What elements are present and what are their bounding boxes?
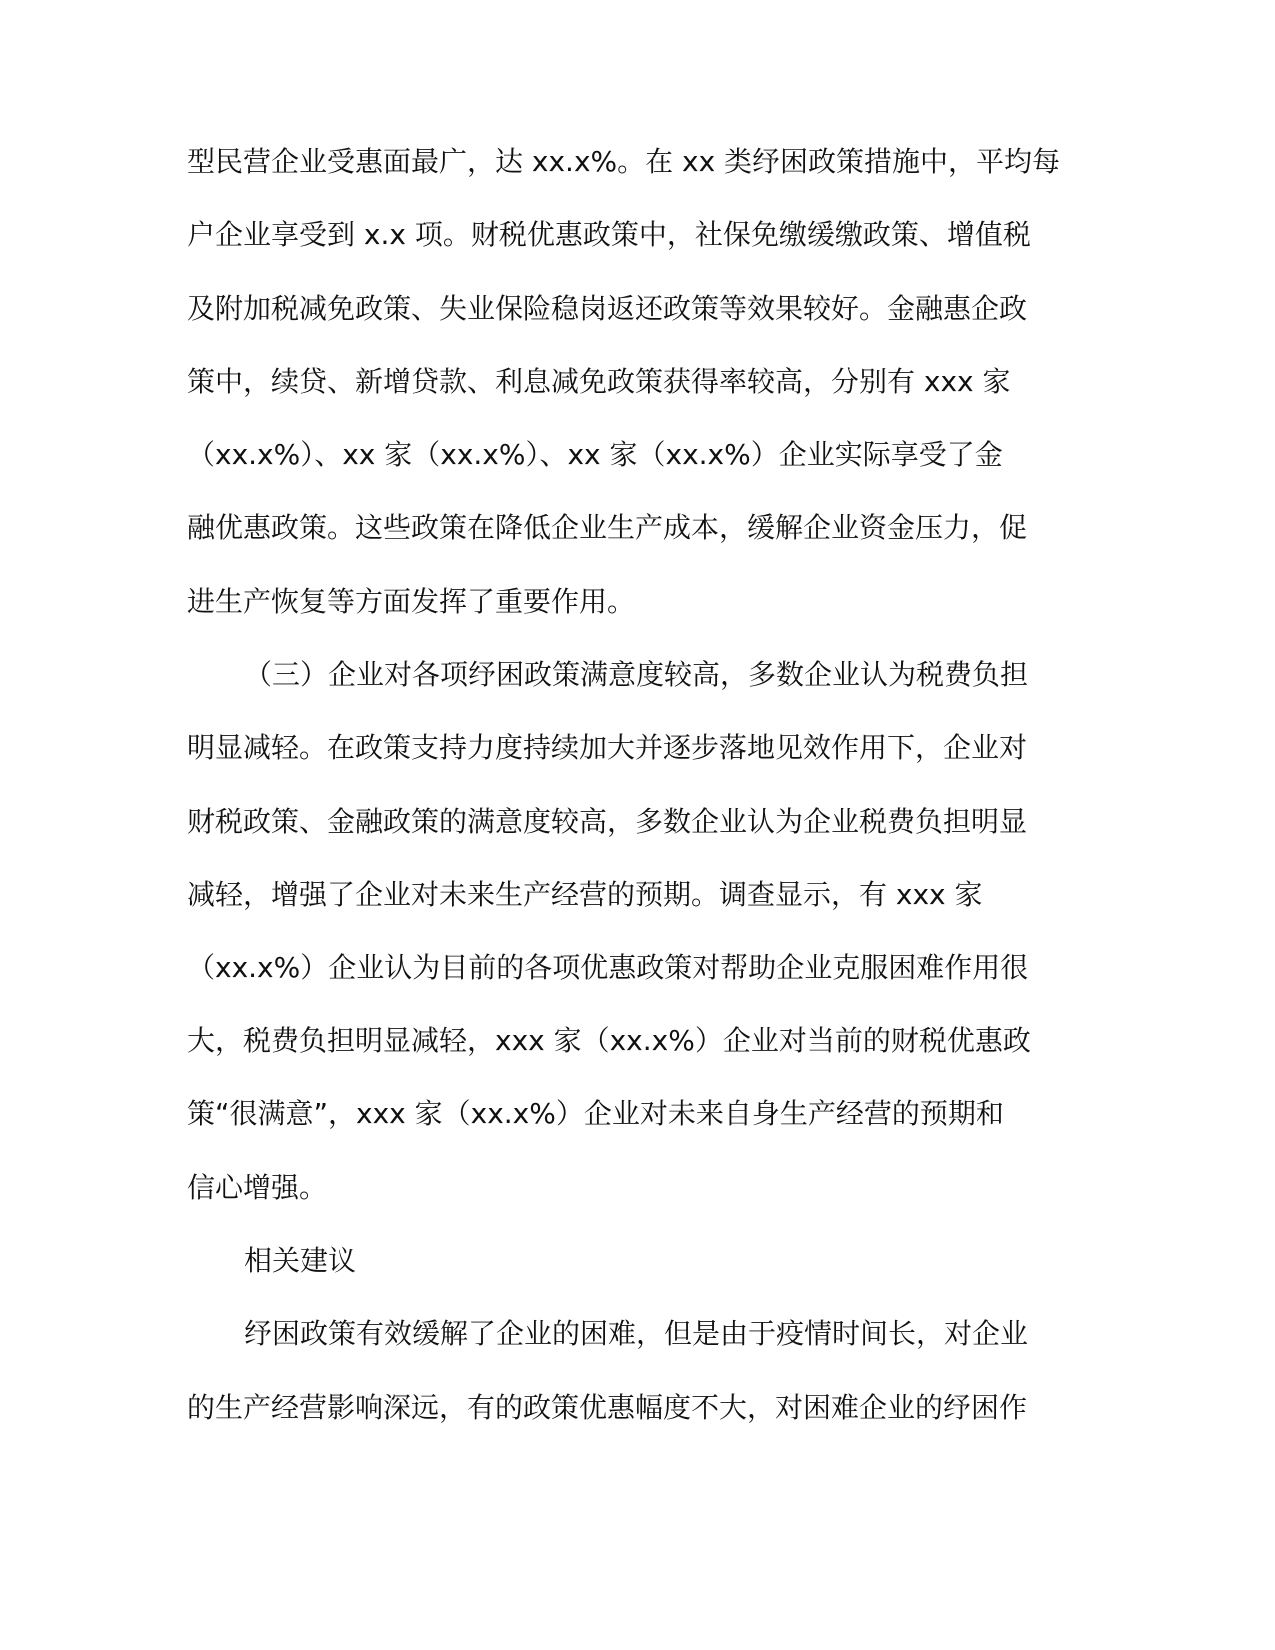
section-title-suggestions: 相关建议 <box>244 1244 357 1277</box>
section-heading-3: （三）企业对各项纾困政策满意度较高，多数企业认为税费负担 <box>244 658 1029 691</box>
text-line: 明显减轻。在政策支持力度持续加大并逐步落地见效作用下，企业对 <box>187 731 1028 764</box>
text-line: 融优惠政策。这些政策在降低企业生产成本，缓解企业资金压力，促 <box>187 511 1028 544</box>
paragraph-start: 纾困政策有效缓解了企业的困难，但是由于疫情时间长，对企业 <box>244 1317 1029 1350</box>
text-line: 减轻，增强了企业对未来生产经营的预期。调查显示，有 xxx 家 <box>187 878 983 911</box>
text-line: 户企业享受到 x.x 项。财税优惠政策中，社保免缴缓缴政策、增值税 <box>187 218 1031 251</box>
text-line: 进生产恢复等方面发挥了重要作用。 <box>187 585 636 618</box>
text-line: （xx.x%）企业认为目前的各项优惠政策对帮助企业克服困难作用很 <box>187 951 1029 984</box>
text-line: 型民营企业受惠面最广，达 xx.x%。在 xx 类纾困政策措施中，平均每 <box>187 145 1061 178</box>
text-line: 财税政策、金融政策的满意度较高，多数企业认为企业税费负担明显 <box>187 805 1028 838</box>
text-line: 及附加税减免政策、失业保险稳岗返还政策等效果较好。金融惠企政 <box>187 292 1028 325</box>
text-line: 策中，续贷、新增贷款、利息减免政策获得率较高，分别有 xxx 家 <box>187 365 1011 398</box>
text-line: 大，税费负担明显减轻，xxx 家（xx.x%）企业对当前的财税优惠政 <box>187 1024 1031 1057</box>
text-line: 策“很满意”，xxx 家（xx.x%）企业对未来自身生产经营的预期和 <box>187 1097 1004 1130</box>
text-line: （xx.x%）、xx 家（xx.x%）、xx 家（xx.x%）企业实际享受了金 <box>187 438 1003 471</box>
text-line: 信心增强。 <box>187 1171 328 1204</box>
text-line: 的生产经营影响深远，有的政策优惠幅度不大，对困难企业的纾困作 <box>187 1391 1028 1424</box>
